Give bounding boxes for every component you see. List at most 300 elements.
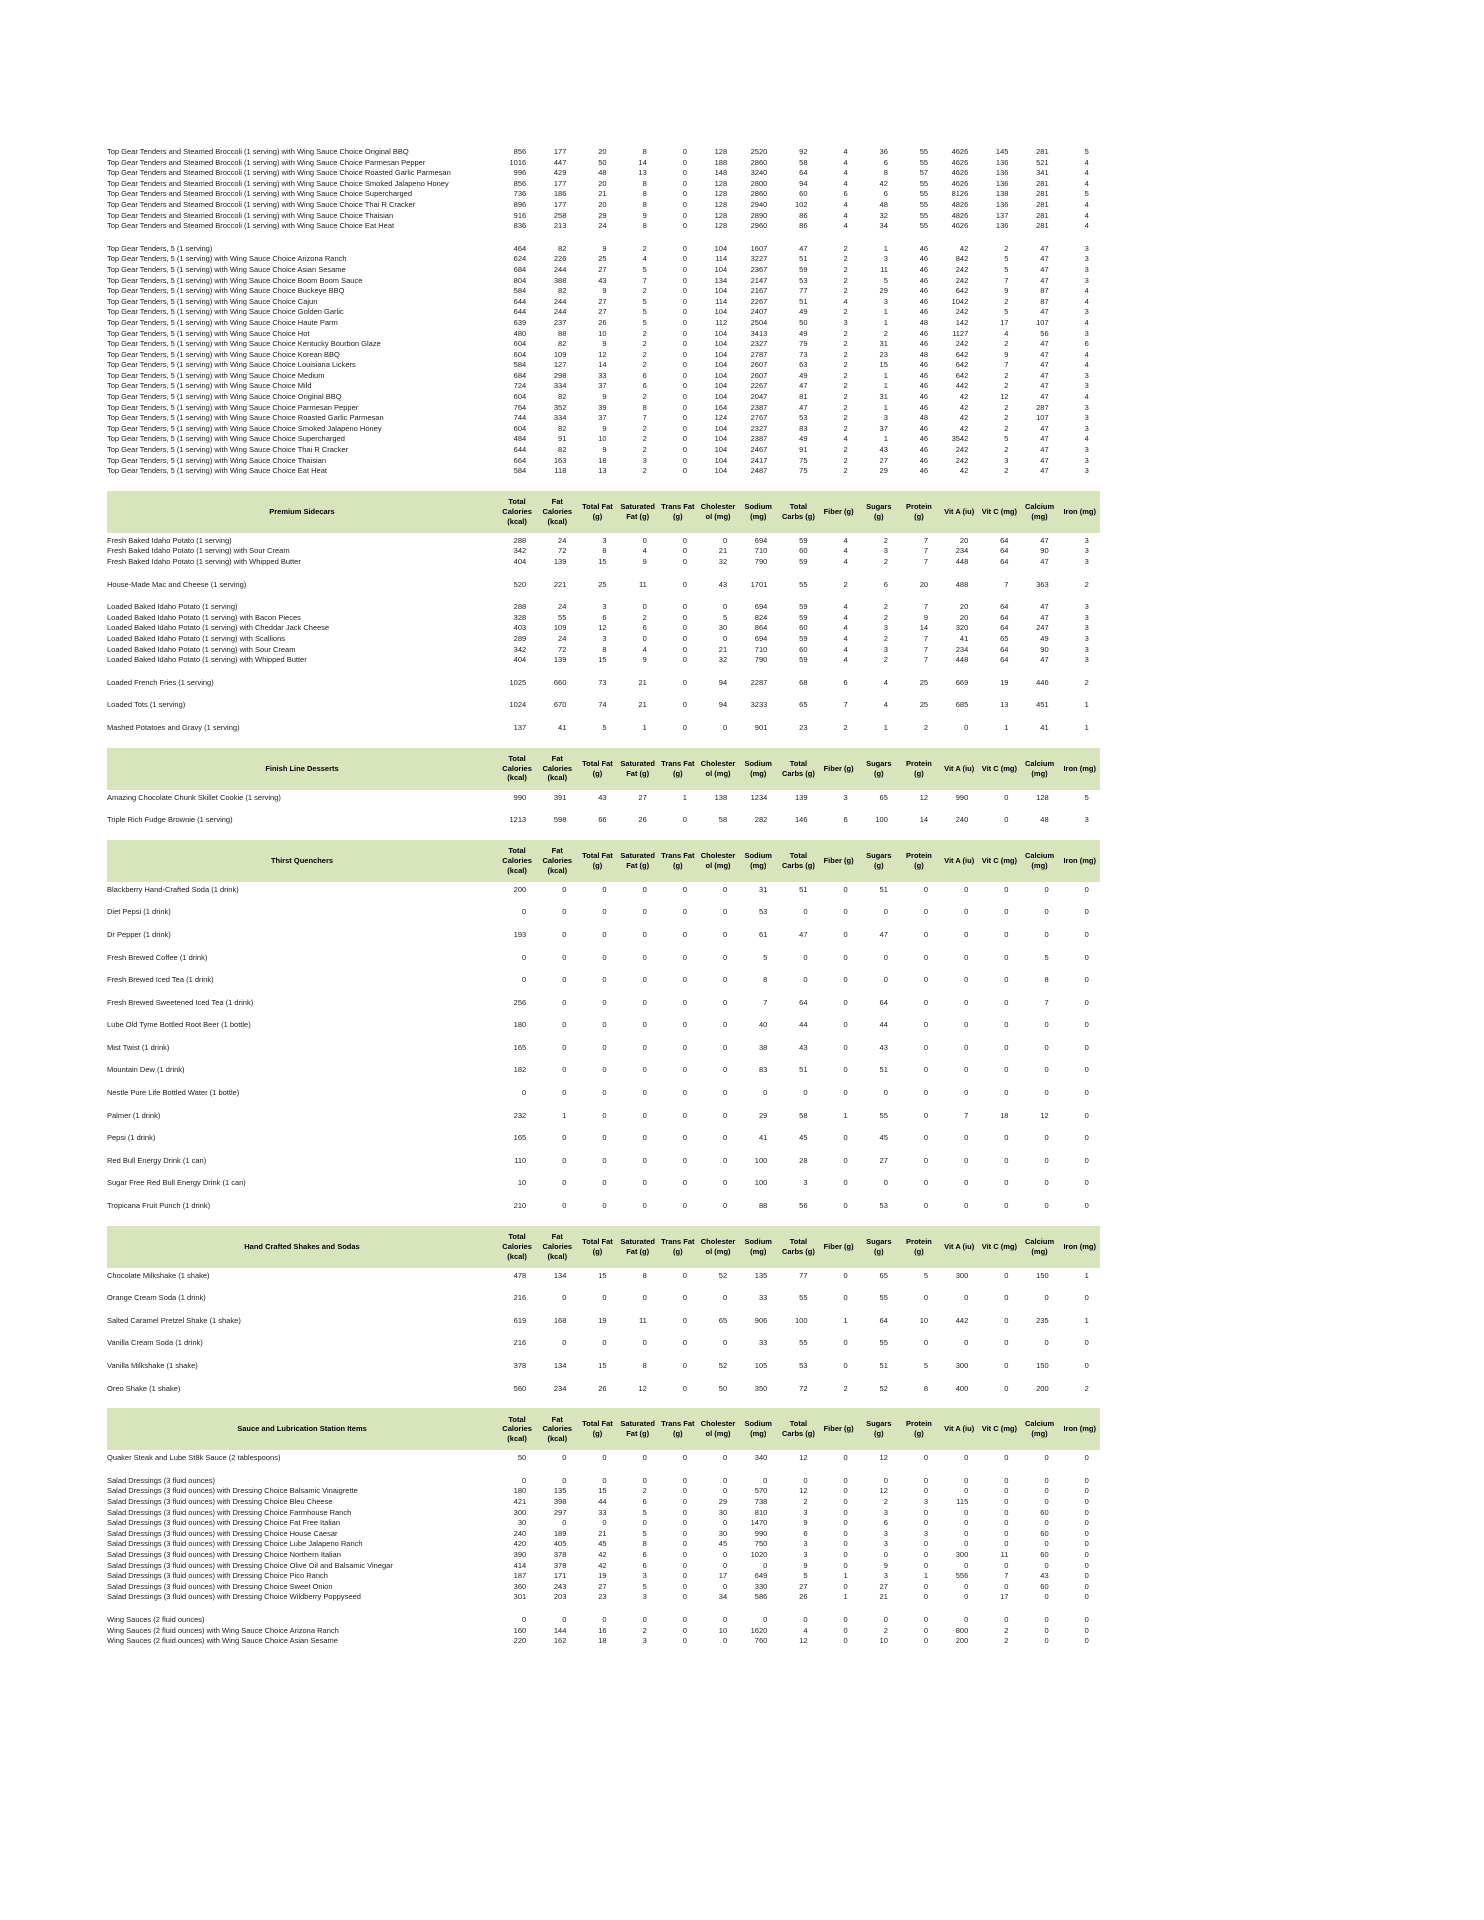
nutrition-value: 0: [682, 392, 687, 402]
nutrition-value: 4626: [951, 221, 969, 231]
nutrition-value: 0: [883, 952, 888, 962]
nutrition-value: 0: [843, 1475, 848, 1485]
nutrition-value: 0: [964, 975, 969, 985]
nutrition-value: 14: [598, 360, 607, 370]
nutrition-value: 1: [562, 1110, 567, 1120]
nutrition-value: 0: [923, 997, 929, 1007]
section-title: Thirst Quenchers: [270, 855, 334, 865]
table-row: [107, 1316, 1100, 1327]
nutrition-value: 92: [799, 147, 808, 156]
column-header: Cholesterol (mg): [700, 502, 736, 521]
nutrition-value: 65: [1000, 633, 1009, 643]
nutrition-value: 243: [553, 1581, 567, 1591]
column-header: Iron (mg): [1063, 855, 1096, 865]
nutrition-value: 48: [598, 168, 607, 178]
nutrition-value: 29: [718, 1496, 728, 1506]
table-row: [107, 276, 1100, 287]
nutrition-value: 0: [843, 1293, 848, 1303]
nutrition-value: 6: [883, 1518, 888, 1528]
nutrition-value: 281: [1036, 189, 1049, 199]
nutrition-value: 180: [513, 1486, 527, 1496]
nutrition-value: 44: [598, 1496, 607, 1506]
nutrition-value: 0: [722, 1518, 728, 1528]
nutrition-value: 47: [1040, 254, 1049, 264]
nutrition-value: 1: [642, 722, 647, 732]
nutrition-value: 0: [562, 1293, 567, 1303]
column-header: Trans Fat (g): [661, 850, 695, 870]
section-title: Hand Crafted Shakes and Sodas: [244, 1241, 360, 1251]
nutrition-value: 864: [754, 623, 768, 633]
nutrition-value: 82: [558, 243, 567, 253]
nutrition-value: 11: [1000, 1549, 1009, 1559]
nutrition-value: 3: [1084, 413, 1089, 423]
table-row: [107, 1133, 1100, 1144]
nutrition-value: 134: [714, 275, 728, 285]
nutrition-value: 47: [1040, 655, 1049, 665]
nutrition-value: 10: [919, 1315, 929, 1325]
nutrition-value: 0: [1084, 1110, 1089, 1120]
nutrition-value: 15: [598, 557, 607, 566]
item-name: Red Bull Energy Drink (1 can): [107, 1155, 207, 1165]
nutrition-value: 247: [1036, 623, 1049, 633]
nutrition-value: 8: [642, 178, 647, 188]
table-row: [107, 1065, 1100, 1076]
nutrition-value: 4: [1084, 199, 1089, 209]
nutrition-value: 0: [682, 612, 687, 622]
nutrition-value: 0: [843, 884, 848, 894]
nutrition-value: 86: [799, 221, 808, 231]
nutrition-value: 90: [1040, 546, 1049, 556]
nutrition-value: 4826: [951, 210, 969, 220]
nutrition-value: 55: [919, 157, 929, 167]
nutrition-value: 33: [758, 1293, 768, 1303]
nutrition-value: 0: [682, 722, 687, 732]
nutrition-value: 0: [682, 189, 687, 199]
nutrition-value: 20: [959, 612, 969, 622]
nutrition-value: 0: [642, 1338, 647, 1348]
nutrition-value: 0: [964, 1178, 969, 1188]
nutrition-value: 2: [843, 722, 848, 732]
nutrition-value: 2: [883, 1625, 888, 1635]
nutrition-value: 42: [959, 423, 969, 433]
nutrition-value: 2: [642, 392, 647, 402]
nutrition-value: 0: [682, 413, 687, 423]
nutrition-value: 604: [513, 423, 527, 433]
table-row: [107, 147, 1100, 158]
nutrition-value: 2: [843, 579, 848, 589]
nutrition-value: 0: [682, 199, 687, 209]
nutrition-value: 2: [843, 370, 848, 380]
nutrition-value: 68: [799, 677, 808, 687]
nutrition-value: 1: [883, 370, 888, 380]
nutrition-value: 0: [763, 1475, 768, 1485]
nutrition-value: 1: [843, 1592, 848, 1602]
nutrition-value: 48: [919, 317, 929, 327]
item-name: Top Gear Tenders, 5 (1 serving) with Wing Sauce Choice Haute Parm: [107, 317, 338, 327]
nutrition-value: 0: [682, 1571, 687, 1581]
row-group: [107, 147, 1100, 232]
nutrition-value: 94: [718, 677, 728, 687]
nutrition-value: 27: [598, 307, 607, 317]
column-header: Sugars (g): [866, 1236, 892, 1256]
nutrition-value: 0: [642, 1042, 647, 1052]
nutrition-value: 60: [799, 189, 808, 199]
nutrition-value: 0: [722, 997, 728, 1007]
nutrition-value: 281: [1036, 178, 1049, 188]
nutrition-value: 37: [598, 413, 607, 423]
nutrition-value: 3: [602, 602, 607, 612]
nutrition-value: 0: [1044, 1338, 1049, 1348]
nutrition-value: 0: [1004, 1581, 1009, 1591]
table-row: [107, 623, 1100, 634]
nutrition-value: 72: [558, 644, 567, 654]
column-header: Sugars (g): [866, 758, 892, 778]
nutrition-value: 5: [602, 722, 607, 732]
nutrition-value: 234: [553, 1383, 567, 1393]
nutrition-value: 11: [880, 264, 888, 274]
nutrition-value: 4: [1084, 360, 1089, 370]
nutrition-value: 49: [799, 307, 808, 317]
nutrition-value: 55: [799, 1293, 808, 1303]
nutrition-value: 391: [553, 792, 567, 802]
nutrition-value: 47: [1040, 307, 1049, 317]
item-name: Quaker Steak and Lube St8k Sauce (2 tablespoons): [107, 1453, 281, 1463]
nutrition-value: 4: [1004, 328, 1009, 338]
nutrition-value: 0: [522, 975, 527, 985]
nutrition-value: 8: [642, 1539, 647, 1549]
nutrition-value: 20: [919, 579, 929, 589]
row-group: [107, 1338, 1100, 1349]
nutrition-value: 0: [642, 1518, 647, 1528]
nutrition-value: 2767: [750, 413, 768, 423]
nutrition-value: 104: [714, 423, 728, 433]
nutrition-value: 43: [598, 275, 607, 285]
nutrition-value: 73: [799, 349, 808, 359]
nutrition-value: 0: [1084, 1293, 1089, 1303]
nutrition-value: 0: [964, 1486, 969, 1496]
nutrition-value: 3: [602, 633, 607, 643]
nutrition-value: 32: [718, 655, 728, 665]
nutrition-value: 4: [1084, 286, 1089, 296]
nutrition-value: 0: [722, 1338, 728, 1348]
nutrition-value: 150: [1036, 1361, 1049, 1370]
nutrition-value: 3: [883, 623, 888, 633]
nutrition-value: 91: [558, 434, 567, 444]
nutrition-value: 104: [714, 370, 728, 380]
nutrition-value: 60: [1040, 1528, 1049, 1538]
nutrition-value: 43: [879, 1042, 888, 1052]
nutrition-value: 27: [879, 1581, 888, 1591]
nutrition-value: 11: [638, 1315, 647, 1325]
item-name: Top Gear Tenders and Steamed Broccoli (1 serving) with Wing Sauce Choice Thaisian: [107, 210, 394, 220]
nutrition-value: 0: [602, 997, 607, 1007]
nutrition-value: 2: [1004, 370, 1009, 380]
nutrition-value: 139: [553, 557, 567, 566]
table-row: [107, 1384, 1100, 1395]
nutrition-value: 352: [553, 402, 567, 412]
nutrition-value: 226: [553, 254, 567, 264]
nutrition-value: 136: [995, 199, 1009, 209]
row-group: [107, 1156, 1100, 1167]
column-header: Iron (mg): [1063, 1241, 1096, 1251]
nutrition-value: 49: [799, 434, 808, 444]
nutrition-value: 216: [513, 1293, 527, 1303]
nutrition-value: 0: [682, 1539, 687, 1549]
nutrition-value: 4: [1084, 317, 1089, 327]
nutrition-value: 3: [803, 1549, 808, 1559]
nutrition-value: 1234: [750, 792, 768, 802]
nutrition-value: 0: [923, 1020, 929, 1030]
nutrition-value: 3: [1084, 445, 1089, 455]
item-name: Loaded Baked Idaho Potato (1 serving): [107, 602, 238, 612]
nutrition-value: 0: [964, 1560, 969, 1570]
nutrition-value: 9: [602, 423, 607, 433]
table-row: [107, 307, 1100, 318]
nutrition-value: 65: [879, 792, 888, 802]
nutrition-value: 0: [1004, 1065, 1009, 1075]
nutrition-value: 146: [794, 815, 808, 825]
nutrition-value: 684: [513, 370, 527, 380]
nutrition-value: 20: [959, 535, 969, 545]
nutrition-value: 104: [714, 455, 728, 465]
nutrition-value: 836: [513, 221, 527, 231]
item-name: Salad Dressings (3 fluid ounces) with Dressing Choice Balsamic Vinaigrette: [107, 1486, 358, 1496]
nutrition-value: 3: [602, 535, 607, 545]
nutrition-value: 11: [638, 579, 647, 589]
nutrition-value: 378: [513, 1361, 527, 1370]
nutrition-value: 65: [799, 700, 808, 710]
table-row: [107, 1338, 1100, 1349]
row-group: [107, 1316, 1100, 1327]
table-row: [107, 1518, 1100, 1529]
nutrition-value: 136: [995, 168, 1009, 178]
nutrition-value: 55: [799, 1338, 808, 1348]
nutrition-value: 0: [682, 1581, 687, 1591]
nutrition-value: 2520: [750, 147, 768, 156]
nutrition-value: 0: [682, 1496, 687, 1506]
nutrition-value: 100: [754, 1155, 768, 1165]
nutrition-value: 20: [598, 147, 607, 156]
nutrition-value: 2: [843, 402, 848, 412]
nutrition-value: 47: [1040, 275, 1049, 285]
column-header: Calcium (mg): [1024, 850, 1055, 870]
table-row: [107, 1178, 1100, 1189]
nutrition-value: 3: [1084, 633, 1089, 643]
nutrition-value: 2467: [750, 445, 768, 455]
section-title: Premium Sidecars: [269, 506, 335, 516]
nutrition-value: 47: [1040, 339, 1049, 349]
nutrition-value: 4: [883, 700, 888, 710]
nutrition-value: 29: [879, 466, 888, 476]
nutrition-value: 2327: [750, 339, 768, 349]
nutrition-value: 3: [923, 1528, 929, 1538]
nutrition-value: 0: [682, 328, 687, 338]
table-row: [107, 466, 1100, 477]
nutrition-value: 328: [513, 612, 527, 622]
nutrition-value: 135: [553, 1486, 567, 1496]
nutrition-value: 42: [959, 392, 969, 402]
nutrition-value: 65: [718, 1315, 728, 1325]
nutrition-value: 4: [843, 199, 848, 209]
nutrition-value: 3: [1084, 623, 1089, 633]
nutrition-value: 2: [843, 1383, 848, 1393]
nutrition-value: 0: [602, 1178, 607, 1188]
column-header: Trans Fat (g): [661, 1236, 695, 1256]
nutrition-value: 0: [843, 1020, 848, 1030]
nutrition-value: 404: [513, 655, 527, 665]
nutrition-value: 51: [799, 884, 808, 894]
nutrition-value: 0: [1004, 1560, 1009, 1570]
nutrition-value: 4: [1084, 168, 1089, 178]
nutrition-value: 0: [803, 907, 808, 917]
nutrition-value: 842: [955, 254, 969, 264]
nutrition-value: 644: [513, 445, 527, 455]
nutrition-value: 8: [602, 546, 607, 556]
nutrition-value: 420: [513, 1539, 527, 1549]
nutrition-value: 3: [1084, 612, 1089, 622]
nutrition-value: 60: [799, 644, 808, 654]
section-header-row: [107, 840, 1100, 882]
nutrition-value: 3: [642, 455, 647, 465]
nutrition-value: 570: [754, 1486, 768, 1496]
item-name: Diet Pepsi (1 drink): [107, 907, 171, 917]
nutrition-value: 32: [879, 210, 888, 220]
nutrition-value: 27: [598, 264, 607, 274]
table-row: [107, 723, 1100, 734]
nutrition-value: 3: [1084, 466, 1089, 476]
nutrition-value: 4: [843, 434, 848, 444]
nutrition-value: 4626: [951, 168, 969, 178]
nutrition-value: 669: [955, 677, 969, 687]
nutrition-value: 2: [1004, 243, 1009, 253]
nutrition-value: 0: [682, 168, 687, 178]
nutrition-value: 47: [1040, 392, 1049, 402]
nutrition-value: 0: [682, 557, 687, 566]
nutrition-value: 0: [964, 1065, 969, 1075]
nutrition-value: 15: [598, 1361, 607, 1370]
nutrition-value: 624: [513, 254, 527, 264]
nutrition-value: 2: [843, 339, 848, 349]
column-header: Sodium (mg): [744, 1419, 772, 1439]
nutrition-value: 128: [714, 189, 728, 199]
table-row: [107, 297, 1100, 308]
nutrition-value: 281: [1036, 210, 1049, 220]
nutrition-value: 2: [1004, 381, 1009, 391]
nutrition-value: 55: [919, 189, 929, 199]
nutrition-value: 0: [722, 1453, 728, 1463]
column-header: Saturated Fat (g): [620, 502, 655, 521]
nutrition-value: 104: [714, 445, 728, 455]
nutrition-value: 9: [803, 1518, 808, 1528]
nutrition-value: 0: [682, 535, 687, 545]
nutrition-value: 47: [1040, 612, 1049, 622]
nutrition-value: 906: [754, 1315, 768, 1325]
nutrition-value: 3: [803, 1507, 808, 1517]
nutrition-value: 45: [598, 1539, 607, 1549]
nutrition-value: 0: [642, 1178, 647, 1188]
item-name: Blackberry Hand-Crafted Soda (1 drink): [107, 884, 239, 894]
nutrition-value: 1: [1004, 722, 1009, 732]
nutrition-value: 0: [682, 579, 687, 589]
nutrition-value: 0: [843, 1453, 848, 1463]
nutrition-value: 2: [803, 1496, 808, 1506]
nutrition-value: 0: [682, 884, 687, 894]
nutrition-value: 446: [1036, 677, 1049, 687]
nutrition-value: 0: [1004, 1042, 1009, 1052]
nutrition-value: 4: [883, 677, 888, 687]
nutrition-value: 134: [553, 1270, 567, 1280]
nutrition-value: 0: [522, 1614, 527, 1624]
nutrition-value: 0: [722, 1178, 728, 1188]
nutrition-value: 7: [763, 997, 768, 1007]
nutrition-value: 301: [513, 1592, 527, 1602]
nutrition-value: 281: [1036, 199, 1049, 209]
column-header: Protein (g): [906, 1236, 932, 1256]
nutrition-value: 128: [714, 178, 728, 188]
nutrition-value: 0: [642, 1453, 647, 1463]
row-group: [107, 1043, 1100, 1054]
item-name: Top Gear Tenders, 5 (1 serving) with Wing Sauce Choice Golden Garlic: [107, 307, 344, 317]
nutrition-value: 23: [879, 349, 888, 359]
nutrition-value: 0: [843, 975, 848, 985]
nutrition-value: 41: [558, 722, 567, 732]
nutrition-value: 0: [1044, 1293, 1049, 1303]
nutrition-value: 0: [1084, 1486, 1089, 1496]
nutrition-value: 340: [754, 1453, 768, 1463]
nutrition-value: 414: [513, 1560, 527, 1570]
nutrition-value: 0: [562, 1178, 567, 1188]
nutrition-value: 0: [682, 381, 687, 391]
row-group: [107, 815, 1100, 826]
nutrition-value: 1042: [951, 296, 969, 306]
nutrition-value: 2: [1004, 445, 1009, 455]
nutrition-value: 27: [638, 792, 647, 802]
nutrition-value: 0: [923, 1088, 929, 1098]
nutrition-value: 2: [843, 360, 848, 370]
item-name: Top Gear Tenders and Steamed Broccoli (1 serving) with Wing Sauce Choice Thai R Cracker: [107, 199, 416, 209]
nutrition-value: 2: [843, 307, 848, 317]
nutrition-value: 104: [714, 466, 728, 476]
nutrition-value: 0: [642, 1614, 647, 1624]
nutrition-value: 48: [1040, 815, 1049, 825]
nutrition-value: 4: [843, 602, 848, 612]
nutrition-value: 26: [638, 815, 647, 825]
nutrition-value: 3: [1084, 243, 1089, 253]
nutrition-value: 0: [923, 1133, 929, 1143]
row-group: [107, 1361, 1100, 1372]
nutrition-value: 42: [598, 1560, 607, 1570]
nutrition-value: 10: [598, 434, 607, 444]
table-row: [107, 613, 1100, 624]
nutrition-value: 649: [754, 1571, 768, 1581]
nutrition-value: 488: [955, 579, 969, 589]
nutrition-value: 47: [879, 929, 888, 939]
nutrition-value: 0: [682, 815, 687, 825]
nutrition-value: 1701: [750, 579, 768, 589]
nutrition-value: 137: [513, 722, 527, 732]
nutrition-value: 2860: [750, 189, 768, 199]
nutrition-value: 9: [642, 557, 647, 566]
nutrition-value: 0: [1004, 1507, 1009, 1517]
nutrition-value: 59: [799, 264, 808, 274]
nutrition-value: 2: [1004, 339, 1009, 349]
nutrition-value: 0: [923, 1453, 929, 1463]
nutrition-value: 0: [1084, 884, 1089, 894]
nutrition-value: 3: [883, 296, 888, 306]
nutrition-value: 4: [803, 1625, 808, 1635]
nutrition-value: 0: [522, 1475, 527, 1485]
nutrition-value: 0: [602, 1020, 607, 1030]
